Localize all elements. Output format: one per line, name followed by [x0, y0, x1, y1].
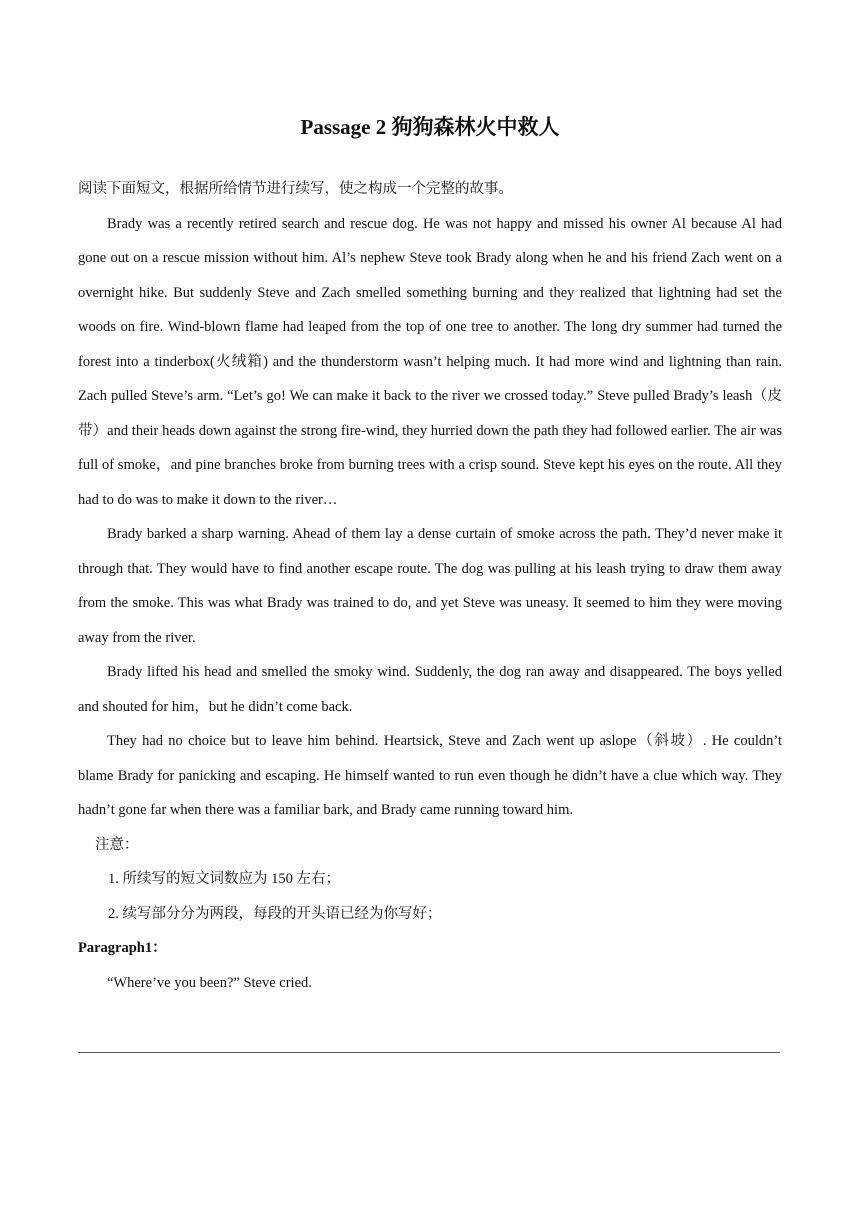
story-paragraph-1: Brady was a recently retired search and rescue dog. He was not happy and missed his owner Al because Al had gone out on a rescue mission without him. Al’s nephew Steve took Brady along when he and his friend Zach went on a overnight hike. But suddenly Steve and Zach smelled something burning and they realized that lightning had set the woods on fire. Wind-blown flame had leaped from the top of one tree to another. The long dry summer had turned the forest into a tinderbox(火绒箱) and the thunderstorm wasn’t helping much. It had more wind and lightning than rain. Zach pulled Steve’s arm. “Let’s go! We can make it back to the river we crossed today.” Steve pulled Brady’s leash（皮带）and their heads down against the strong fire-wind, they hurried down the path they had followed earlier. The air was full of smoke，and pine branches broke from burning trees with a crisp sound. Steve kept his eyes on the route. All they had to do was to make it down to the river…	[78, 215, 782, 508]
page-title: Passage 2 狗狗森林火中救人	[300, 115, 560, 139]
continuation-opening: “Where’ve you been?” Steve cried.	[107, 974, 312, 991]
note-item-1: 1. 所续写的短文词数应为 150 左右；	[108, 871, 340, 887]
document-body	[78, 172, 782, 1000]
writing-line	[78, 1052, 780, 1053]
continuation-heading: Paragraph1：	[78, 940, 167, 956]
notes-heading: 注意：	[95, 836, 139, 853]
note-item-2: 2. 续写部分分为两段，每段的开头语已经为你写好；	[108, 905, 442, 922]
story-paragraph-4: They had no choice but to leave him behind. Heartsick, Steve and Zach went up aslope（斜坡）. He couldn’t blame Brady for panicking and escaping. He himself wanted to run even though he didn’t have a clue which way. They hadn’t gone far when there was a familiar bark, and Brady came running toward him.	[78, 733, 782, 818]
task-instruction: 阅读下面短文，根据所给情节进行续写，使之构成一个完整的故事。	[78, 181, 513, 197]
story-paragraph-2: Brady barked a sharp warning. Ahead of them lay a dense curtain of smoke across the path. They’d never make it through that. They would have to find another escape route. The dog was pulling at his leash trying to draw them away from the smoke. This was what Brady was trained to do, and yet Steve was uneasy. It seemed to him they were moving away from the river.	[78, 526, 782, 646]
story-paragraph-3: Brady lifted his head and smelled the smoky wind. Suddenly, the dog ran away and disappeared. The boys yelled and shouted for him，but he didn’t come back.	[78, 664, 782, 715]
